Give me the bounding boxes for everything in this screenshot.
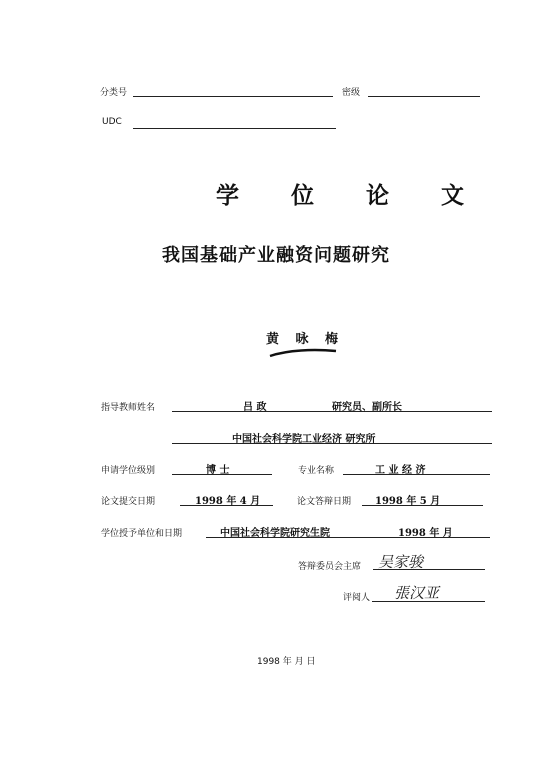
udc-line: [133, 128, 336, 129]
advisor-title: 研究员、副所长: [332, 402, 402, 413]
submit-date-line: [180, 505, 273, 506]
reviewer-signature: 張汉亚: [394, 584, 440, 602]
thesis-subtitle: 我国基础产业融资问题研究: [162, 245, 390, 266]
defense-date-value: 1998 年 5 月: [375, 496, 441, 507]
degree-level-line: [172, 474, 272, 475]
degree-level-label: 申请学位级别: [101, 466, 156, 476]
class-number-label: 分类号: [100, 88, 128, 98]
reviewer-line: [372, 601, 485, 602]
defense-date-label: 论文答辩日期: [297, 497, 352, 507]
submit-date-label: 论文提交日期: [101, 497, 156, 507]
defense-date-line: [362, 505, 483, 506]
footer-date: 1998 年 月 日: [257, 657, 316, 667]
advisor-organization: 中国社会科学院工业经济 研究所: [232, 434, 376, 445]
secret-level-line: [368, 96, 480, 97]
committee-chair-label: 答辩委员会主席: [298, 562, 362, 572]
grant-date-value: 1998 年 月: [398, 528, 453, 539]
degree-level-value: 博 士: [206, 465, 230, 476]
grant-unit-value: 中国社会科学院研究生院: [220, 528, 330, 539]
grant-unit-label: 学位授予单位和日期: [101, 529, 183, 539]
advisor-line: [172, 411, 492, 412]
reviewer-label: 评阅人: [343, 593, 371, 603]
secret-level-label: 密级: [342, 88, 361, 98]
grant-unit-line: [206, 537, 490, 538]
major-line: [343, 474, 490, 475]
committee-chair-line: [373, 569, 485, 570]
major-label: 专业名称: [298, 466, 335, 476]
author-name: 黄 咏 梅: [266, 332, 345, 347]
committee-chair-signature: 吴家骏: [378, 553, 424, 571]
udc-label: UDC: [102, 117, 122, 127]
submit-date-value: 1998 年 4 月: [195, 496, 261, 507]
major-value: 工 业 经 济: [375, 465, 426, 476]
document-title: 学 位 论 文: [216, 182, 487, 209]
advisor-label: 指导教师姓名: [101, 403, 156, 413]
author-underline-stroke: [268, 346, 338, 360]
class-number-line: [133, 96, 333, 97]
advisor-org-line: [172, 443, 492, 444]
advisor-name: 吕 政: [243, 402, 267, 413]
